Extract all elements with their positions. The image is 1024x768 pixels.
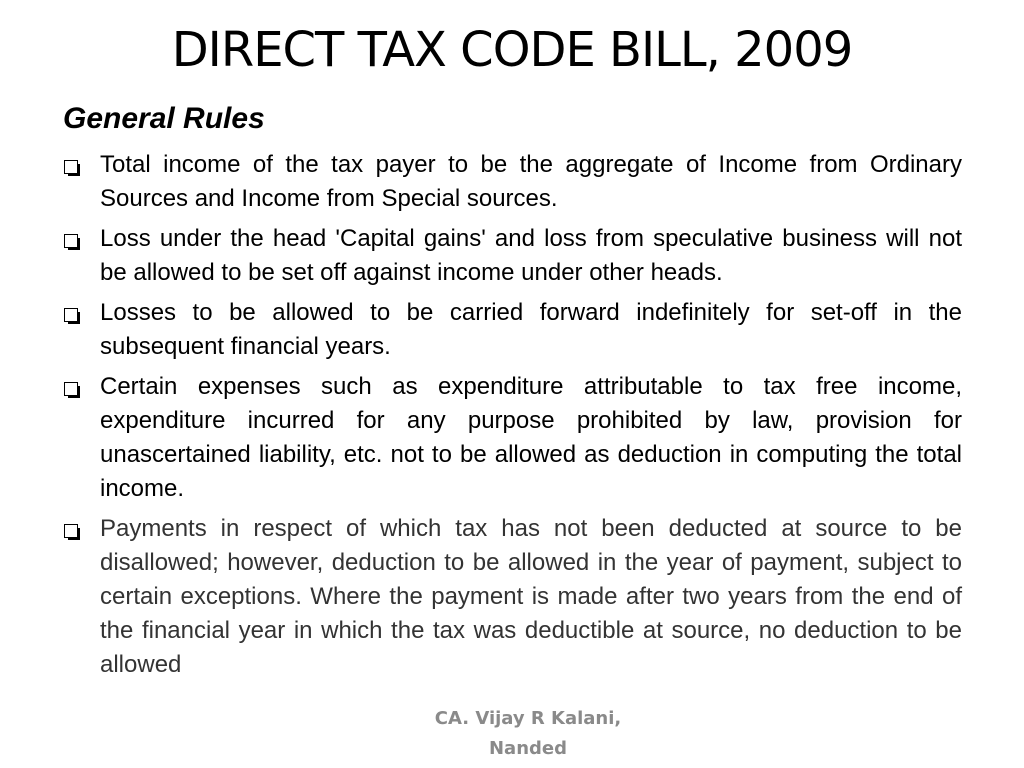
- bullet-text: Payments in respect of which tax has not been deducted at source to be disallowed; however, deduction to be allowed in the year of payment, subject to certain exceptions. Where the payment is made after two years from the end of the financial year in which the tax was deductible at source, no deduction to be allowed: [100, 515, 962, 678]
- checkbox-bullet-icon: [64, 524, 78, 538]
- bullet-item: [62, 370, 962, 506]
- bullet-item: [62, 296, 962, 364]
- bullet-text: Losses to be allowed to be carried forward indefinitely for set-off in the subsequent financial years.: [100, 299, 962, 360]
- section-heading: General Rules: [63, 102, 265, 135]
- checkbox-bullet-icon: [64, 382, 78, 396]
- checkbox-bullet-icon: [64, 234, 78, 248]
- bullet-list: [62, 148, 962, 688]
- bullet-text: Certain expenses such as expenditure attributable to tax free income, expenditure incurred for any purpose prohibited by law, provision for unascertained liability, etc. not to be allowed as deduction in computing the total income.: [100, 373, 962, 502]
- bullet-text: Total income of the tax payer to be the aggregate of Income from Ordinary Sources and Income from Special sources.: [100, 151, 962, 212]
- footer-line-1: CA. Vijay R Kalani,: [434, 708, 622, 729]
- checkbox-bullet-icon: [64, 160, 78, 174]
- footer-line-2: Nanded: [488, 738, 567, 759]
- bullet-item: [62, 148, 962, 216]
- bullet-item: [62, 512, 962, 682]
- footer-author: [0, 704, 1024, 764]
- slide-title: DIRECT TAX CODE BILL, 2009: [171, 22, 853, 78]
- checkbox-bullet-icon: [64, 308, 78, 322]
- bullet-item: [62, 222, 962, 290]
- bullet-text: Loss under the head 'Capital gains' and loss from speculative business will not be allowed to be set off against income under other heads.: [100, 225, 962, 286]
